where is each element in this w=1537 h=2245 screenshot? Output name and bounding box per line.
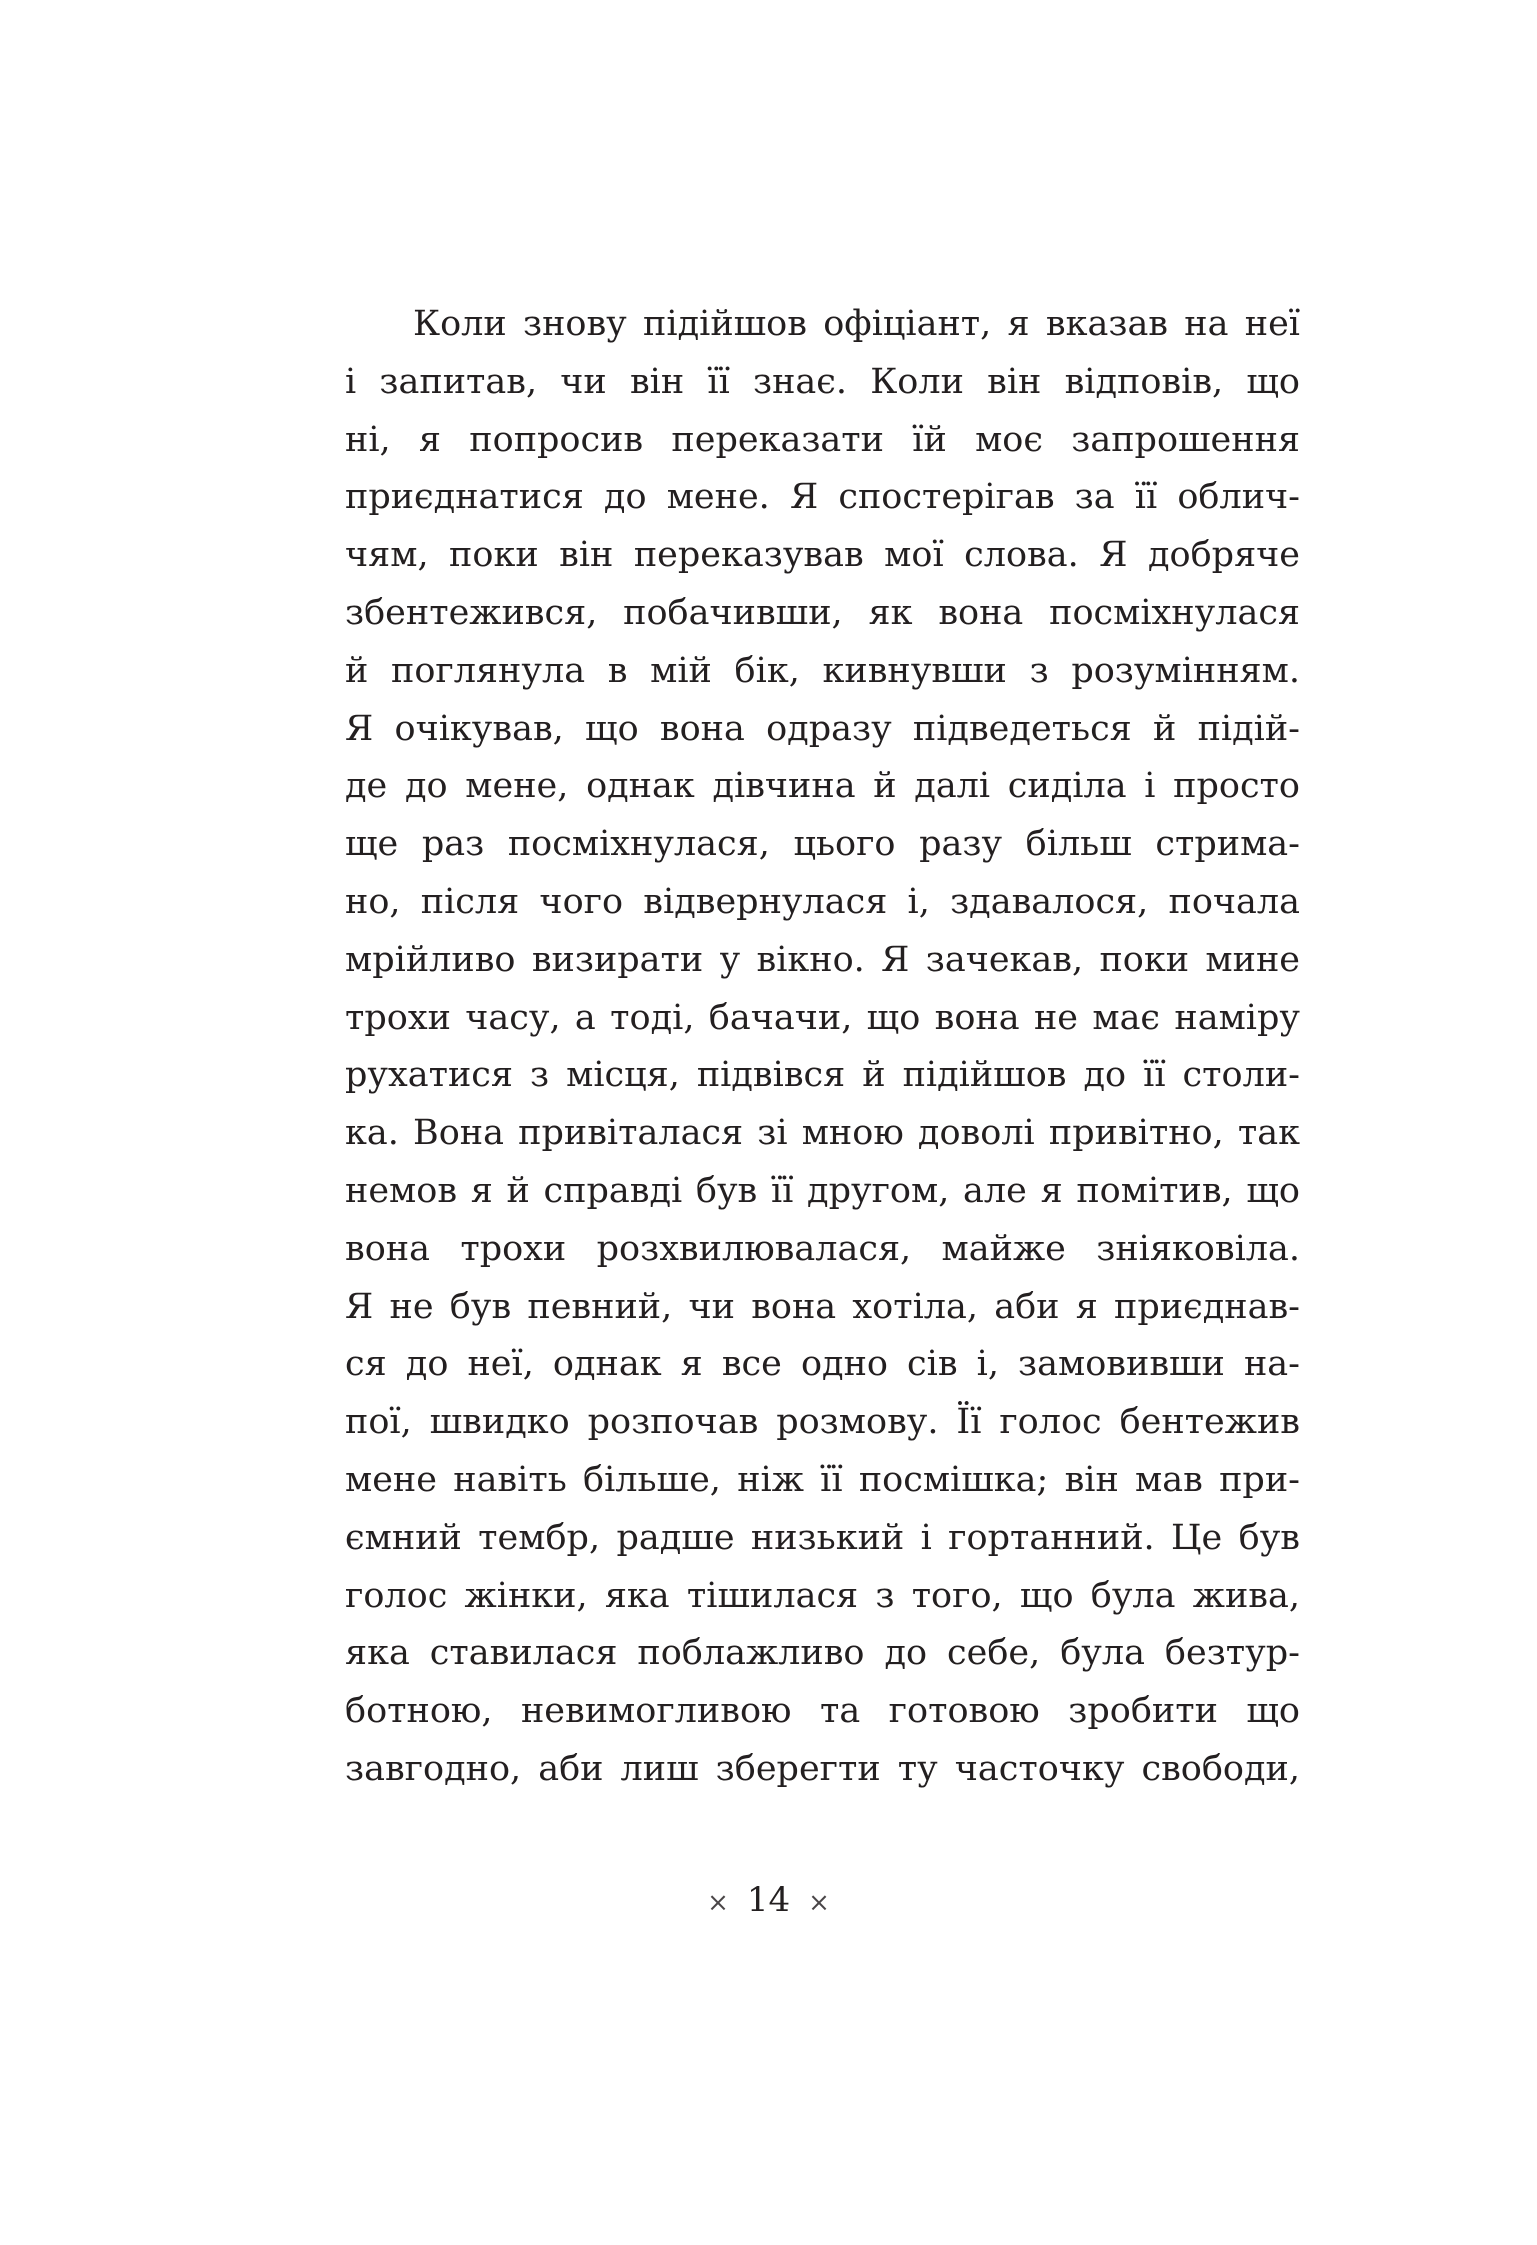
text-line-11: но, після чого відвернулася і, здавалося, почала [345,881,1300,922]
text-line-8: Я очікував, що вона одразу підведеться й підій- [345,708,1300,749]
text-line-9: де до мене, однак дівчина й далі сиділа і просто [345,766,1300,807]
text-line-6: збентежився, побачивши, як вона посміхнулася [345,592,1300,633]
body-text [345,296,1300,1799]
text-line-4: приєднатися до мене. Я спостерігав за її облич- [345,477,1300,518]
text-line-10: ще раз посміхнулася, цього разу більш стрима- [345,824,1300,865]
right-ornament: × [808,1888,830,1918]
text-line-24: яка ставилася поблажливо до себе, була безтур- [345,1633,1300,1674]
text-line-13: трохи часу, а тоді, бачачи, що вона не має наміру [345,997,1300,1038]
text-line-16: немов я й справді був її другом, але я помітив, що [345,1170,1300,1211]
left-ornament: × [707,1888,729,1918]
text-line-23: голос жінки, яка тішилася з того, що була жива, [345,1575,1300,1616]
text-line-3: ні, я попросив переказати їй моє запрошення [345,419,1300,460]
text-line-18: Я не був певний, чи вона хотіла, аби я приєднав- [345,1286,1300,1327]
text-line-7: й поглянула в мій бік, кивнувши з розумінням. [345,650,1300,691]
page-number: 14 [746,1880,791,1920]
text-line-21: мене навіть більше, ніж її посмішка; він мав при- [345,1459,1300,1500]
text-line-20: пої, швидко розпочав розмову. Її голос бентежив [345,1402,1300,1443]
text-line-19: ся до неї, однак я все одно сів і, замовивши на- [345,1344,1300,1385]
text-line-5: чям, поки він переказував мої слова. Я добряче [345,535,1300,576]
text-line-22: ємний тембр, радше низький і гортанний. Це був [345,1517,1300,1558]
text-line-1: Коли знову підійшов офіціант, я вказав на неї [413,304,1300,344]
text-line-12: мрійливо визирати у вікно. Я зачекав, поки мине [345,939,1300,980]
text-line-2: і запитав, чи він її знає. Коли він відповів, що [345,361,1300,402]
page-footer [0,1880,1537,1923]
text-line-15: ка. Вона привіталася зі мною доволі привітно, так [345,1113,1300,1154]
text-line-14: рухатися з місця, підвівся й підійшов до її столи- [345,1055,1300,1096]
text-line-25: ботною, невимогливою та готовою зробити що [345,1691,1300,1732]
text-line-26: завгодно, аби лиш зберегти ту часточку свободи, [345,1748,1300,1789]
text-line-17: вона трохи розхвилювалася, майже зніяковіла. [345,1228,1300,1269]
